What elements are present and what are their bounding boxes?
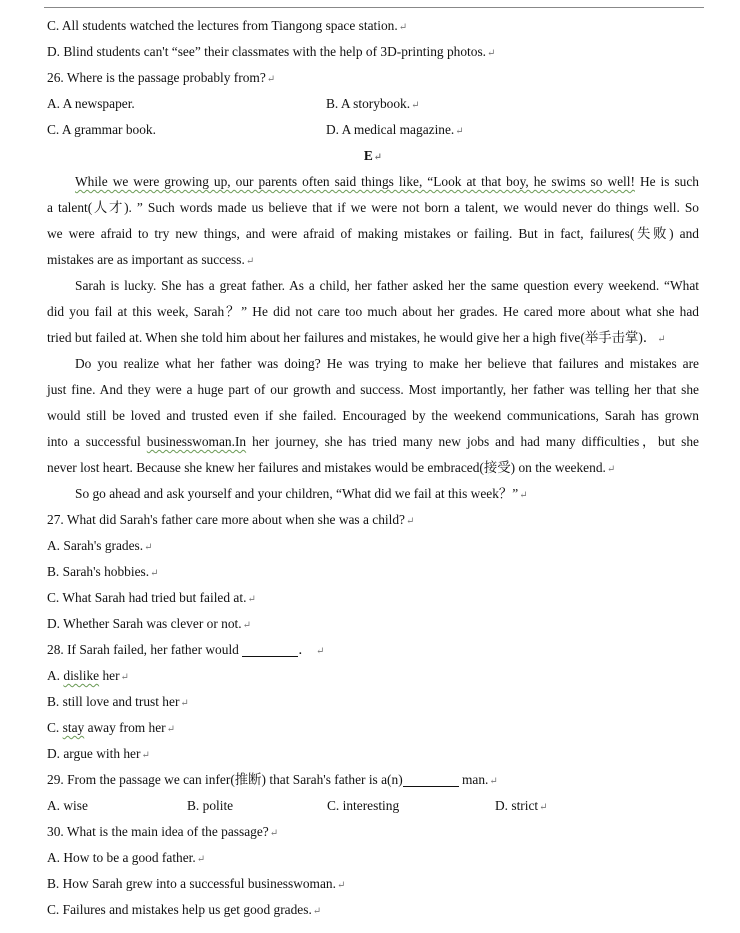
option-b: B. still love and trust her↵ — [47, 694, 189, 709]
paragraph-mark-icon: ↵ — [120, 672, 129, 683]
paragraph-mark-icon: ↵ — [180, 698, 189, 709]
paragraph-mark-icon: ↵ — [606, 464, 616, 475]
paragraph-mark-icon: ↵ — [487, 48, 496, 59]
option-a: A. A newspaper. — [47, 96, 135, 111]
options-row — [47, 91, 699, 117]
passage-line: Sarah is lucky. She has a great father. As a child, her father asked her the same question every weekend. “What — [75, 278, 699, 293]
document-page — [47, 13, 699, 923]
option-c: C. Failures and mistakes help us get good grades.↵ — [47, 902, 322, 917]
paragraph-mark-icon: ↵ — [266, 74, 276, 85]
option-b: B. polite — [187, 798, 234, 813]
header-rule — [44, 7, 704, 8]
passage-line: would still be loved and trusted even if she failed. Encouraged by the weekend communications, Sarah has grown — [47, 408, 699, 423]
paragraph-mark-icon: ↵ — [455, 126, 464, 137]
passage-line: into a successful businesswoman.In her journey, she has tried many new jobs and had many difficulties，but she — [47, 434, 699, 449]
question-29: 29. From the passage we can infer(推断) that Sarah's father is a(n) man.↵ — [47, 772, 498, 787]
option-d: D. strict↵ — [495, 798, 548, 813]
question-27: 27. What did Sarah's father care more about when she was a child?↵ — [47, 512, 415, 527]
option-d: D. A medical magazine.↵ — [326, 122, 464, 137]
paragraph-mark-icon: ↵ — [489, 776, 498, 787]
paragraph-mark-icon: ↵ — [406, 516, 415, 527]
option-a: A. wise — [47, 798, 88, 813]
paragraph-mark-icon: ↵ — [166, 724, 176, 735]
option-c: C. What Sarah had tried but failed at.↵ — [47, 590, 256, 605]
options-row — [47, 117, 699, 143]
question-26: 26. Where is the passage probably from?↵ — [47, 70, 276, 85]
option-c: C. stay away from her↵ — [47, 720, 176, 735]
option-d: D. argue with her↵ — [47, 746, 150, 761]
option-b: B. How Sarah grew into a successful businesswoman.↵ — [47, 876, 346, 891]
passage-line: did you fail at this week, Sarah？” He did not care too much about her grades. He cared more about what she had — [47, 304, 699, 319]
answer-blank — [242, 641, 298, 657]
paragraph-mark-icon: ↵ — [398, 22, 408, 33]
paragraph-mark-icon: ↵ — [196, 854, 206, 865]
paragraph-mark-icon: ↵ — [411, 100, 420, 111]
paragraph-mark-icon: ↵ — [150, 568, 159, 579]
option-b: B. Sarah's hobbies.↵ — [47, 564, 159, 579]
passage-line: mistakes are as important as success.↵ — [47, 252, 255, 267]
passage-line: Do you realize what her father was doing? He was trying to make her believe that failures and mistakes are — [75, 356, 699, 371]
passage-line: never lost heart. Because she knew her failures and mistakes would be embraced(接受) on the weekend.↵ — [47, 460, 616, 475]
option-b: B. A storybook.↵ — [326, 96, 420, 111]
passage-line: a talent(人才). ” Such words made us believe that if we were not born a talent, we would never do things well. So — [47, 200, 699, 215]
option-c: C. interesting — [327, 798, 400, 813]
paragraph-mark-icon: ↵ — [144, 542, 153, 553]
paragraph-mark-icon: ↵ — [336, 880, 346, 891]
option-a: A. How to be a good father.↵ — [47, 850, 206, 865]
option-line: C. All students watched the lectures from Tiangong space station.↵ — [47, 18, 408, 33]
paragraph-mark-icon: ↵ — [539, 802, 548, 813]
passage-line: So go ahead and ask yourself and your children, “What did we fail at this week？”↵ — [75, 486, 528, 501]
passage-line: just fine. And they were a huge part of our growth and success. Most importantly, her father was telling her that she — [47, 382, 699, 397]
passage-line: While we were growing up, our parents often said things like, “Look at that boy, he swims so well! He is such — [75, 174, 700, 189]
paragraph-mark-icon: ↵ — [247, 594, 256, 605]
paragraph-mark-icon: ↵ — [269, 828, 279, 839]
paragraph-mark-icon: ↵ — [312, 906, 322, 917]
paragraph-mark-icon: ↵ — [141, 750, 150, 761]
option-line: D. Blind students can't “see” their classmates with the help of 3D-printing photos.↵ — [47, 44, 496, 59]
paragraph-mark-icon: ↵ — [242, 620, 251, 631]
paragraph-mark-icon: ↵ — [315, 646, 325, 657]
question-30: 30. What is the main idea of the passage?↵ — [47, 824, 279, 839]
passage-line: we were afraid to try new things, and were afraid of making mistakes or failing. But in fact, failures(失败) and — [47, 226, 699, 241]
option-c: C. A grammar book. — [47, 122, 156, 137]
question-28: 28. If Sarah failed, her father would ． ↵ — [47, 642, 325, 657]
option-a: A. Sarah's grades.↵ — [47, 538, 153, 553]
passage-line: tried but failed at. When she told him about her failures and mistakes, he would give her a high five(举手击掌)．↵ — [47, 330, 666, 345]
options-row — [47, 793, 699, 819]
paragraph-mark-icon: ↵ — [245, 256, 255, 267]
answer-blank — [403, 771, 459, 787]
option-d: D. Whether Sarah was clever or not.↵ — [47, 616, 251, 631]
paragraph-mark-icon: ↵ — [519, 490, 528, 501]
paragraph-mark-icon: ↵ — [657, 334, 666, 345]
paragraph-mark-icon: ↵ — [373, 152, 383, 163]
option-a: A. dislike her↵ — [47, 668, 129, 683]
section-heading: E↵ — [363, 148, 383, 163]
